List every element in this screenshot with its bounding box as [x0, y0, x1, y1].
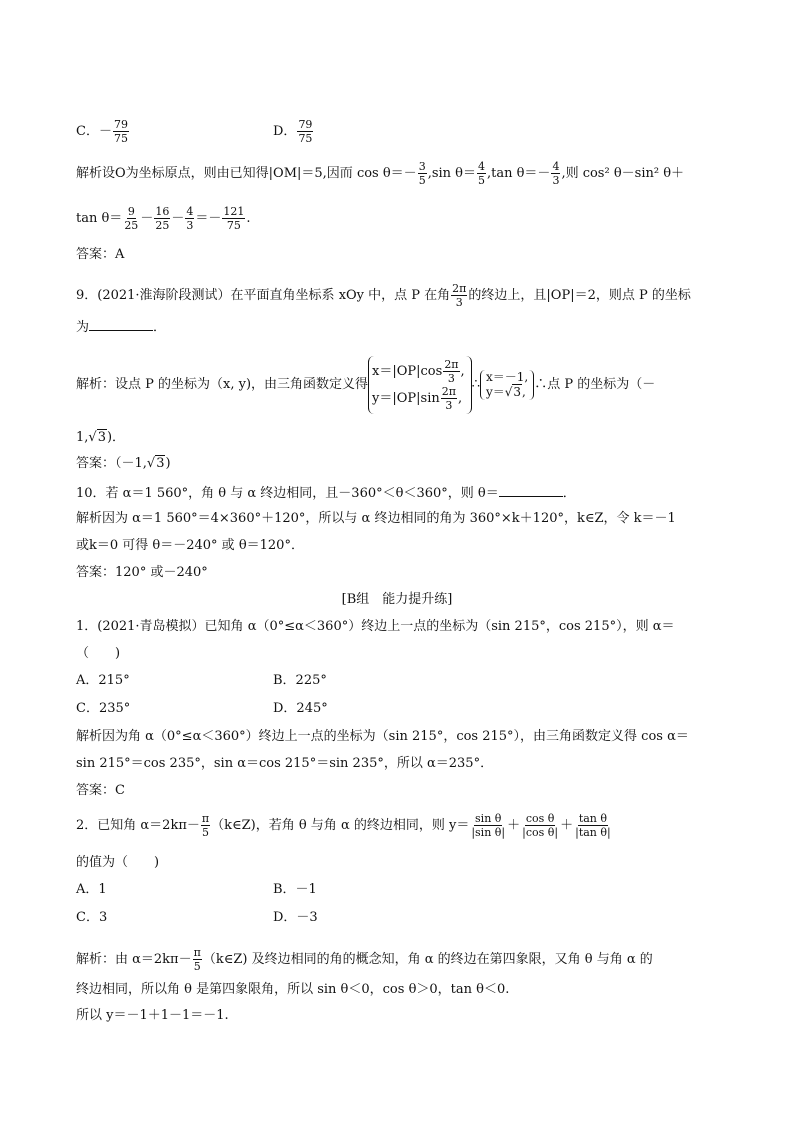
denominator: 75: [113, 132, 128, 145]
text: 解析：设点 P 的坐标为（x, y)，由三角函数定义得: [76, 377, 369, 392]
text: －: [171, 211, 185, 226]
option-d: [273, 118, 314, 145]
question-9-stem: [76, 282, 691, 309]
text: 1,: [76, 430, 89, 445]
fraction: [154, 205, 170, 232]
numerator: 2π: [452, 282, 467, 295]
option-label: D．: [273, 124, 297, 139]
text: .: [246, 211, 251, 226]
denominator: 5: [418, 174, 426, 187]
numerator: 4: [186, 205, 194, 218]
text: 为: [76, 320, 90, 335]
fraction: [185, 205, 194, 232]
fraction: [123, 205, 139, 232]
question-9-answer: 答案：（－1,√3): [76, 456, 171, 471]
question-b2-stem: [76, 812, 613, 839]
question-b1-answer: 答案：C: [76, 783, 125, 798]
text: y＝: [485, 385, 505, 399]
option-a: A．215°: [76, 673, 130, 688]
text: tan θ＝: [76, 211, 123, 226]
fraction: [441, 385, 457, 412]
denominator: 5: [201, 826, 209, 839]
equation-row: [372, 358, 465, 385]
question-10-solution-cont: 或k＝0 可得 θ＝－240° 或 θ＝120°．: [76, 538, 304, 553]
sqrt-radicand: 3: [97, 430, 106, 445]
denominator: 5: [477, 174, 485, 187]
numerator: 4: [477, 160, 485, 173]
result-system: [480, 370, 534, 400]
numerator: 79: [113, 118, 128, 131]
text: （k∈Z) 及终边相同的角的概念知，角 α 的终边在第四象限，又角 θ 与角 α 的: [202, 952, 653, 967]
text: ＝－: [195, 211, 222, 226]
text: ,: [522, 385, 526, 399]
text: ∴点 P 的坐标为（－: [534, 377, 656, 392]
numerator: 4: [552, 160, 560, 173]
question-10-stem: [76, 484, 576, 502]
equation-row: x＝－1,: [485, 370, 529, 384]
solution-line: [76, 205, 251, 232]
denominator: 3: [455, 296, 463, 309]
option-label: C．－: [76, 124, 112, 139]
option-d: D．245°: [273, 701, 328, 716]
text: ): [165, 456, 171, 471]
question-b1-stem: 1．(2021·青岛模拟）已知角 α（0°≤α＜360°）终边上一点的坐标为（sin 215°，cos 215°），则 α＝: [76, 619, 675, 634]
denominator: 3: [447, 372, 455, 385]
text: 解析: [76, 166, 103, 181]
text: 2．已知角 α＝2kπ－: [76, 818, 200, 833]
question-b2-solution-cont: 终边相同，所以角 θ 是第四象限角，所以 sin θ＜0，cos θ＞0，tan θ＜0.: [76, 982, 510, 997]
numerator: 16: [155, 205, 170, 218]
denominator: 3: [445, 399, 453, 412]
question-b2-stem-cont: 的值为（ ): [76, 855, 160, 870]
answer-line: 答案：A: [76, 247, 125, 262]
equation-row: y＝√3,: [485, 385, 526, 399]
option-c: C．3: [76, 910, 108, 925]
text: ,sin θ＝: [427, 166, 476, 181]
fraction: [418, 160, 427, 187]
option-b: B．225°: [273, 673, 327, 688]
question-b2-solution: [76, 946, 653, 973]
denominator: |sin θ|: [471, 826, 506, 839]
fraction: [193, 946, 202, 973]
question-b1-solution: 解析因为角 α（0°≤α＜360°）终边上一点的坐标为（sin 215°，cos 215°），由三角函数定义得 cos α＝: [76, 729, 689, 744]
solution-line: [76, 160, 684, 187]
question-9-solution-cont: 1,√3)．: [76, 430, 126, 445]
fraction: [574, 812, 612, 839]
fraction: [443, 358, 459, 385]
numerator: 79: [298, 118, 313, 131]
option-d: D．－3: [273, 910, 318, 925]
text: 10．若 α＝1 560°，角 θ 与 α 终边相同，且－360°＜θ＜360°，则 θ＝: [76, 486, 499, 501]
text: 的终边上，且|OP|＝2，则点 P 的坐标: [468, 288, 691, 303]
text: ,: [457, 391, 463, 406]
option-c: [76, 118, 130, 145]
question-9-solution: [76, 356, 655, 414]
numerator: 9: [127, 205, 135, 218]
denominator: 75: [298, 132, 313, 145]
answer-blank[interactable]: [499, 484, 563, 497]
text: （k∈Z)，若角 θ 与角 α 的终边相同，则 y＝: [211, 818, 470, 833]
option-a: A．1: [76, 882, 107, 897]
text: 答案：（－1,: [76, 456, 147, 471]
denominator: 25: [155, 219, 170, 232]
numerator: π: [193, 946, 201, 959]
denominator: 5: [193, 960, 201, 973]
sqrt-radicand: 3: [156, 456, 165, 471]
text: ,则 cos² θ－sin² θ＋: [561, 166, 685, 181]
numerator: 2π: [444, 358, 459, 371]
text: ,tan θ＝－: [486, 166, 551, 181]
section-title: [B组 能力提升练]: [341, 592, 453, 607]
denominator: |tan θ|: [575, 826, 611, 839]
text: 解析：由 α＝2kπ－: [76, 952, 192, 967]
question-b1-solution-cont: sin 215°＝cos 235°，sin α＝cos 215°＝sin 235°，所以 α＝235°．: [76, 756, 494, 771]
numerator: cos θ: [525, 812, 555, 825]
option-c: C．235°: [76, 701, 131, 716]
text: ,: [460, 364, 465, 379]
equation-row: [372, 385, 465, 412]
fraction: [551, 160, 560, 187]
numerator: π: [201, 812, 210, 825]
fraction: [521, 812, 559, 839]
text: ．: [562, 486, 576, 501]
text: ＋: [507, 818, 521, 833]
denominator: 3: [186, 219, 194, 232]
question-b1-paren: （ ): [76, 646, 121, 661]
numerator: 2π: [441, 385, 456, 398]
fraction: [201, 812, 210, 839]
question-b2-solution-end: 所以 y＝－1＋1－1＝－1.: [76, 1008, 229, 1023]
option-b: B．－1: [273, 882, 317, 897]
question-10-solution: 解析因为 α＝1 560°＝4×360°＋120°，所以与 α 终边相同的角为 360°×k＋120°，k∈Z，令 k＝－1: [76, 511, 676, 526]
fraction: [470, 812, 506, 839]
text: －: [140, 211, 154, 226]
sqrt-radicand: 3: [513, 385, 522, 399]
denominator: 25: [124, 219, 139, 232]
text: 9．(2021·淮海阶段测试）在平面直角坐标系 xOy 中，点 P 在角: [76, 288, 451, 303]
numerator: 3: [418, 160, 426, 173]
text: ＋: [560, 818, 574, 833]
text: x＝|OP|cos: [372, 364, 443, 379]
text: ∴: [471, 377, 480, 392]
text: ．: [153, 320, 167, 335]
denominator: |cos θ|: [522, 826, 559, 839]
text: 设O为坐标原点，则由已知得|OM|＝5,因而 cos θ＝－: [102, 166, 417, 181]
text: )．: [106, 430, 126, 445]
numerator: tan θ: [578, 812, 607, 825]
fraction: [297, 118, 313, 145]
equation-system: [368, 356, 472, 414]
answer-blank[interactable]: [89, 318, 153, 331]
fraction: [222, 205, 245, 232]
question-10-answer: 答案：120° 或－240°: [76, 565, 208, 580]
numerator: sin θ: [475, 812, 502, 825]
denominator: 3: [552, 174, 560, 187]
fraction: [451, 282, 467, 309]
question-9-blank-line: [76, 318, 166, 336]
text: y＝|OP|sin: [372, 391, 440, 406]
denominator: 75: [226, 219, 241, 232]
fraction: [113, 118, 129, 145]
numerator: 121: [223, 205, 245, 218]
fraction: [477, 160, 486, 187]
